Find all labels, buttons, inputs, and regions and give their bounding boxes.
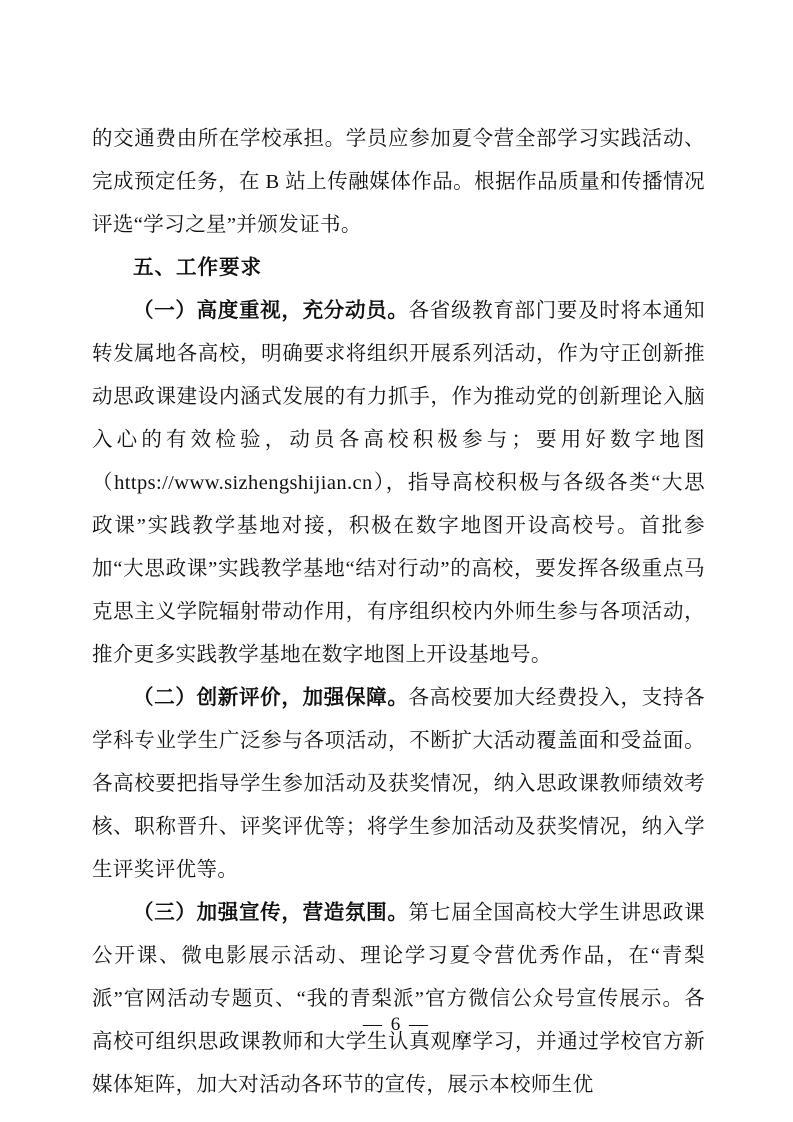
page-number: — 6 — [363,1014,430,1035]
paragraph-item-three-text: 第七届全国高校大学生讲思政课公开课、微电影展示活动、理论学习夏令营优秀作品，在“青梨派”官网活动专题页、“我的青梨派”官方微信公众号宣传展示。各高校可组织思政课教师和大学生认真观摩学习，并通过学校官方新媒体矩阵，加大对活动各环节的宣传，展示本校师生优 [92,902,705,1096]
paragraph-item-one-text: 各省级教育部门要及时将本通知转发属地各高校，明确要求将组织开展系列活动，作为守正创新推动思政课建设内涵式发展的有力抓手，作为推动党的创新理论入脑入心的有效检验，动员各高校积极参与；要用好数字地图（https://www.sizhengshijian.cn），指导高校积极与各级各类“大思政课”实践教学基地对接，积极在数字地图开设高校号。首批参加“大思政课”实践教学基地“结对行动”的高校，要发挥各级重点马克思主义学院辐射带动作用，有序组织校内外师生参与各项活动，推介更多实践教学基地在数字地图上开设基地号。 [92,300,705,666]
paragraph-item-two [92,677,705,892]
paragraph-item-three-lead: （三）加强宣传，营造氛围。 [133,902,409,924]
section-heading-work-requirements: 五、工作要求 [133,257,262,279]
paragraph-item-three [92,892,705,1107]
paragraph-continued-top: 的交通费由所在学校承担。学员应参加夏令营全部学习实践活动、完成预定任务，在 B 站上传融媒体作品。根据作品质量和传播情况评选“学习之星”并颁发证书。 [92,128,705,236]
paragraph-item-two-text: 各高校要加大经费投入，支持各学科专业学生广泛参与各项活动，不断扩大活动覆盖面和受益面。各高校要把指导学生参加活动及获奖情况，纳入思政课教师绩效考核、职称晋升、评奖评优等；将学生参加活动及获奖情况，纳入学生评奖评优等。 [92,687,705,881]
paragraph-item-two-lead: （二）创新评价，加强保障。 [133,687,409,709]
paragraph-item-one-lead: （一）高度重视，充分动员。 [133,300,409,322]
document-body [92,118,705,1107]
paragraph-item-one [92,290,705,677]
